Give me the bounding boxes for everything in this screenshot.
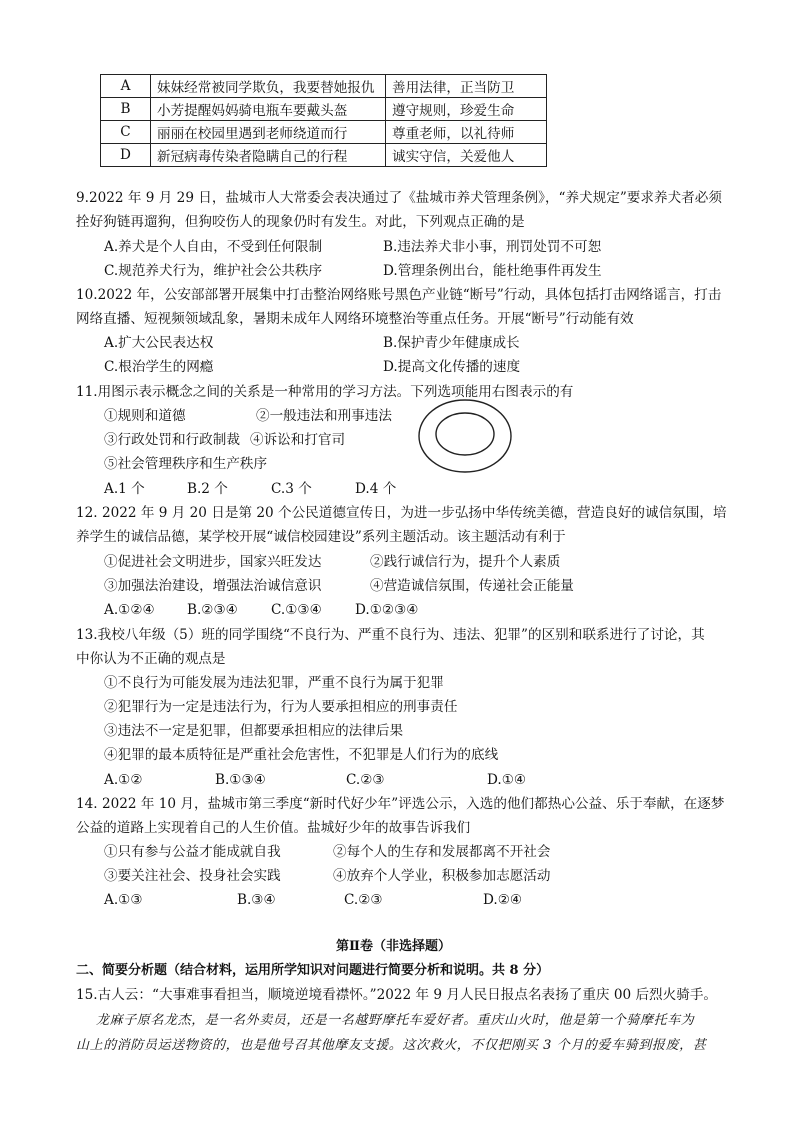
table-row xyxy=(101,121,547,144)
q15-stem-line1: 15.古人云：“大事难事看担当，顺境逆境看襟怀。”2022 年 9 月人民日报点名表扬了重庆 00 后烈火骑手。 xyxy=(76,987,718,1003)
option-letter: B xyxy=(101,98,151,121)
table-row xyxy=(101,98,547,121)
outer-ring xyxy=(419,400,511,472)
table-row xyxy=(101,75,547,98)
q10-option-c: C.根治学生的网瘾 xyxy=(104,359,214,375)
q12-item-2: ②践行诚信行为，提升个人素质 xyxy=(370,554,561,570)
table-row xyxy=(101,144,547,167)
q14-item-1: ①只有参与公益才能成就自我 xyxy=(104,844,281,860)
q13-stem-line2: 中你认为不正确的观点是 xyxy=(76,651,226,667)
value-text: 善用法律，正当防卫 xyxy=(386,75,547,98)
options-table xyxy=(100,74,547,167)
q12-stem-line1: 12. 2022 年 9 月 20 日是第 20 个公民道德宣传日，为进一步弘扬中华传统美德，营造良好的诚信氛围，培 xyxy=(76,505,727,521)
q12-option-c: C.①③④ xyxy=(271,602,322,618)
value-text: 诚实守信，关爱他人 xyxy=(386,144,547,167)
q11-item-1: ①规则和道德 xyxy=(104,408,186,424)
q13-option-b: B.①③④ xyxy=(215,772,266,788)
option-letter: C xyxy=(101,121,151,144)
q13-option-a: A.①② xyxy=(104,772,143,788)
q11-item-4: ④诉讼和打官司 xyxy=(250,432,346,448)
scenario-text: 妹妹经常被同学欺负，我要替她报仇 xyxy=(151,75,386,98)
q14-option-b: B.③④ xyxy=(237,892,276,908)
q12-item-3: ③加强法治建设，增强法治诚信意识 xyxy=(104,578,322,594)
q13-option-c: C.②③ xyxy=(346,772,385,788)
q9-stem-line2: 拴好狗链再遛狗，但狗咬伤人的现象仍时有发生。对此，下列观点正确的是 xyxy=(76,214,525,230)
q9-stem-line1: 9.2022 年 9 月 29 日，盐城市人大常委会表决通过了《盐城市养犬管理条例》，“养犬规定”要求养犬者必须 xyxy=(76,190,722,206)
q12-option-d: D.①②③④ xyxy=(355,602,419,618)
q11-item-2: ②一般违法和刑事违法 xyxy=(256,408,392,424)
q9-option-c: C.规范养犬行为，维护社会公共秩序 xyxy=(104,263,323,279)
q14-option-d: D.②④ xyxy=(483,892,523,908)
q13-item-2: ②犯罪行为一定是违法行为，行为人要承担相应的刑事责任 xyxy=(104,699,458,715)
q12-item-1: ①促进社会文明进步，国家兴旺发达 xyxy=(104,554,322,570)
q13-item-4: ④犯罪的最本质特征是严重社会危害性，不犯罪是人们行为的底线 xyxy=(104,747,499,763)
q14-option-a: A.①③ xyxy=(104,892,143,908)
q14-option-c: C.②③ xyxy=(344,892,383,908)
q12-stem-line2: 养学生的诚信品德，某学校开展“诚信校园建设”系列主题活动。该主题活动有利于 xyxy=(76,529,566,545)
q13-item-3: ③违法不一定是犯罪，但都要承担相应的法律后果 xyxy=(104,723,404,739)
q9-option-a: A.养犬是个人自由，不受到任何限制 xyxy=(104,239,323,255)
option-letter: A xyxy=(101,75,151,98)
q11-item-3: ③行政处罚和行政制裁 xyxy=(104,432,240,448)
value-text: 遵守规则，珍爱生命 xyxy=(386,98,547,121)
q11-item-5: ⑤社会管理秩序和生产秩序 xyxy=(104,456,268,472)
q11-option-d: D.4 个 xyxy=(355,481,397,497)
q11-option-b: B.2 个 xyxy=(187,481,228,497)
q12-item-4: ④营造诚信氛围，传递社会正能量 xyxy=(370,578,574,594)
q14-item-4: ④放弃个人学业，积极参加志愿活动 xyxy=(333,868,551,884)
section-2-title: 第Ⅱ卷（非选择题） xyxy=(336,939,451,954)
value-text: 尊重老师，以礼待师 xyxy=(386,121,547,144)
q10-option-d: D.提高文化传播的速度 xyxy=(383,359,521,375)
q14-item-3: ③要关注社会、投身社会实践 xyxy=(104,868,281,884)
q10-option-a: A.扩大公民表达权 xyxy=(104,335,214,351)
q9-option-d: D.管理条例出台，能杜绝事件再发生 xyxy=(383,263,602,279)
q10-option-b: B.保护青少年健康成长 xyxy=(383,335,520,351)
scenario-text: 丽丽在校园里遇到老师绕道而行 xyxy=(151,121,386,144)
part-2-heading: 二、简要分析题（结合材料，运用所学知识对问题进行简要分析和说明。共 8 分） xyxy=(76,963,550,978)
q13-option-d: D.①④ xyxy=(487,772,527,788)
q13-stem-line1: 13.我校八年级（5）班的同学围绕“不良行为、严重不良行为、违法、犯罪”的区别和联系进行了讨论，其 xyxy=(76,627,705,643)
q11-option-a: A.1 个 xyxy=(104,481,145,497)
q13-item-1: ①不良行为可能发展为违法犯罪，严重不良行为属于犯罪 xyxy=(104,675,444,691)
q10-stem-line1: 10.2022 年，公安部部署开展集中打击整治网络账号黑色产业链“断号”行动，具体包括打击网络谣言，打击 xyxy=(76,287,722,303)
q10-stem-line2: 网络直播、短视频领域乱象，暑期未成年人网络环境整治等重点任务。开展“断号”行动能有效 xyxy=(76,311,634,327)
q11-option-c: C.3 个 xyxy=(271,481,312,497)
option-letter: D xyxy=(101,144,151,167)
q12-option-b: B.②③④ xyxy=(187,602,238,618)
q12-option-a: A.①②④ xyxy=(104,602,155,618)
q15-passage-line1: 龙麻子原名龙杰，是一名外卖员，还是一名越野摩托车爱好者。重庆山火时，他是第一个骑摩托车为 xyxy=(96,1013,695,1028)
inner-ring xyxy=(436,413,494,455)
concept-diagram xyxy=(417,398,513,478)
q14-stem-line1: 14. 2022 年 10 月，盐城市第三季度“新时代好少年”评选公示，入选的他们都热心公益、乐于奉献，在逐梦 xyxy=(76,796,725,812)
q14-item-2: ②每个人的生存和发展都离不开社会 xyxy=(333,844,551,860)
q11-stem-line1: 11.用图示表示概念之间的关系是一种常用的学习方法。下列选项能用右图表示的有 xyxy=(76,384,574,400)
q15-passage-line2: 山上的消防员运送物资的，也是他号召其他摩友支援。这次救火，不仅把刚买 3 个月的爱车骑到报废，甚 xyxy=(76,1038,707,1053)
scenario-text: 小芳提醒妈妈骑电瓶车要戴头盔 xyxy=(151,98,386,121)
scenario-text: 新冠病毒传染者隐瞒自己的行程 xyxy=(151,144,386,167)
q14-stem-line2: 公益的道路上实现着自己的人生价值。盐城好少年的故事告诉我们 xyxy=(76,820,471,836)
q9-option-b: B.违法养犬非小事，刑罚处罚不可恕 xyxy=(383,239,602,255)
